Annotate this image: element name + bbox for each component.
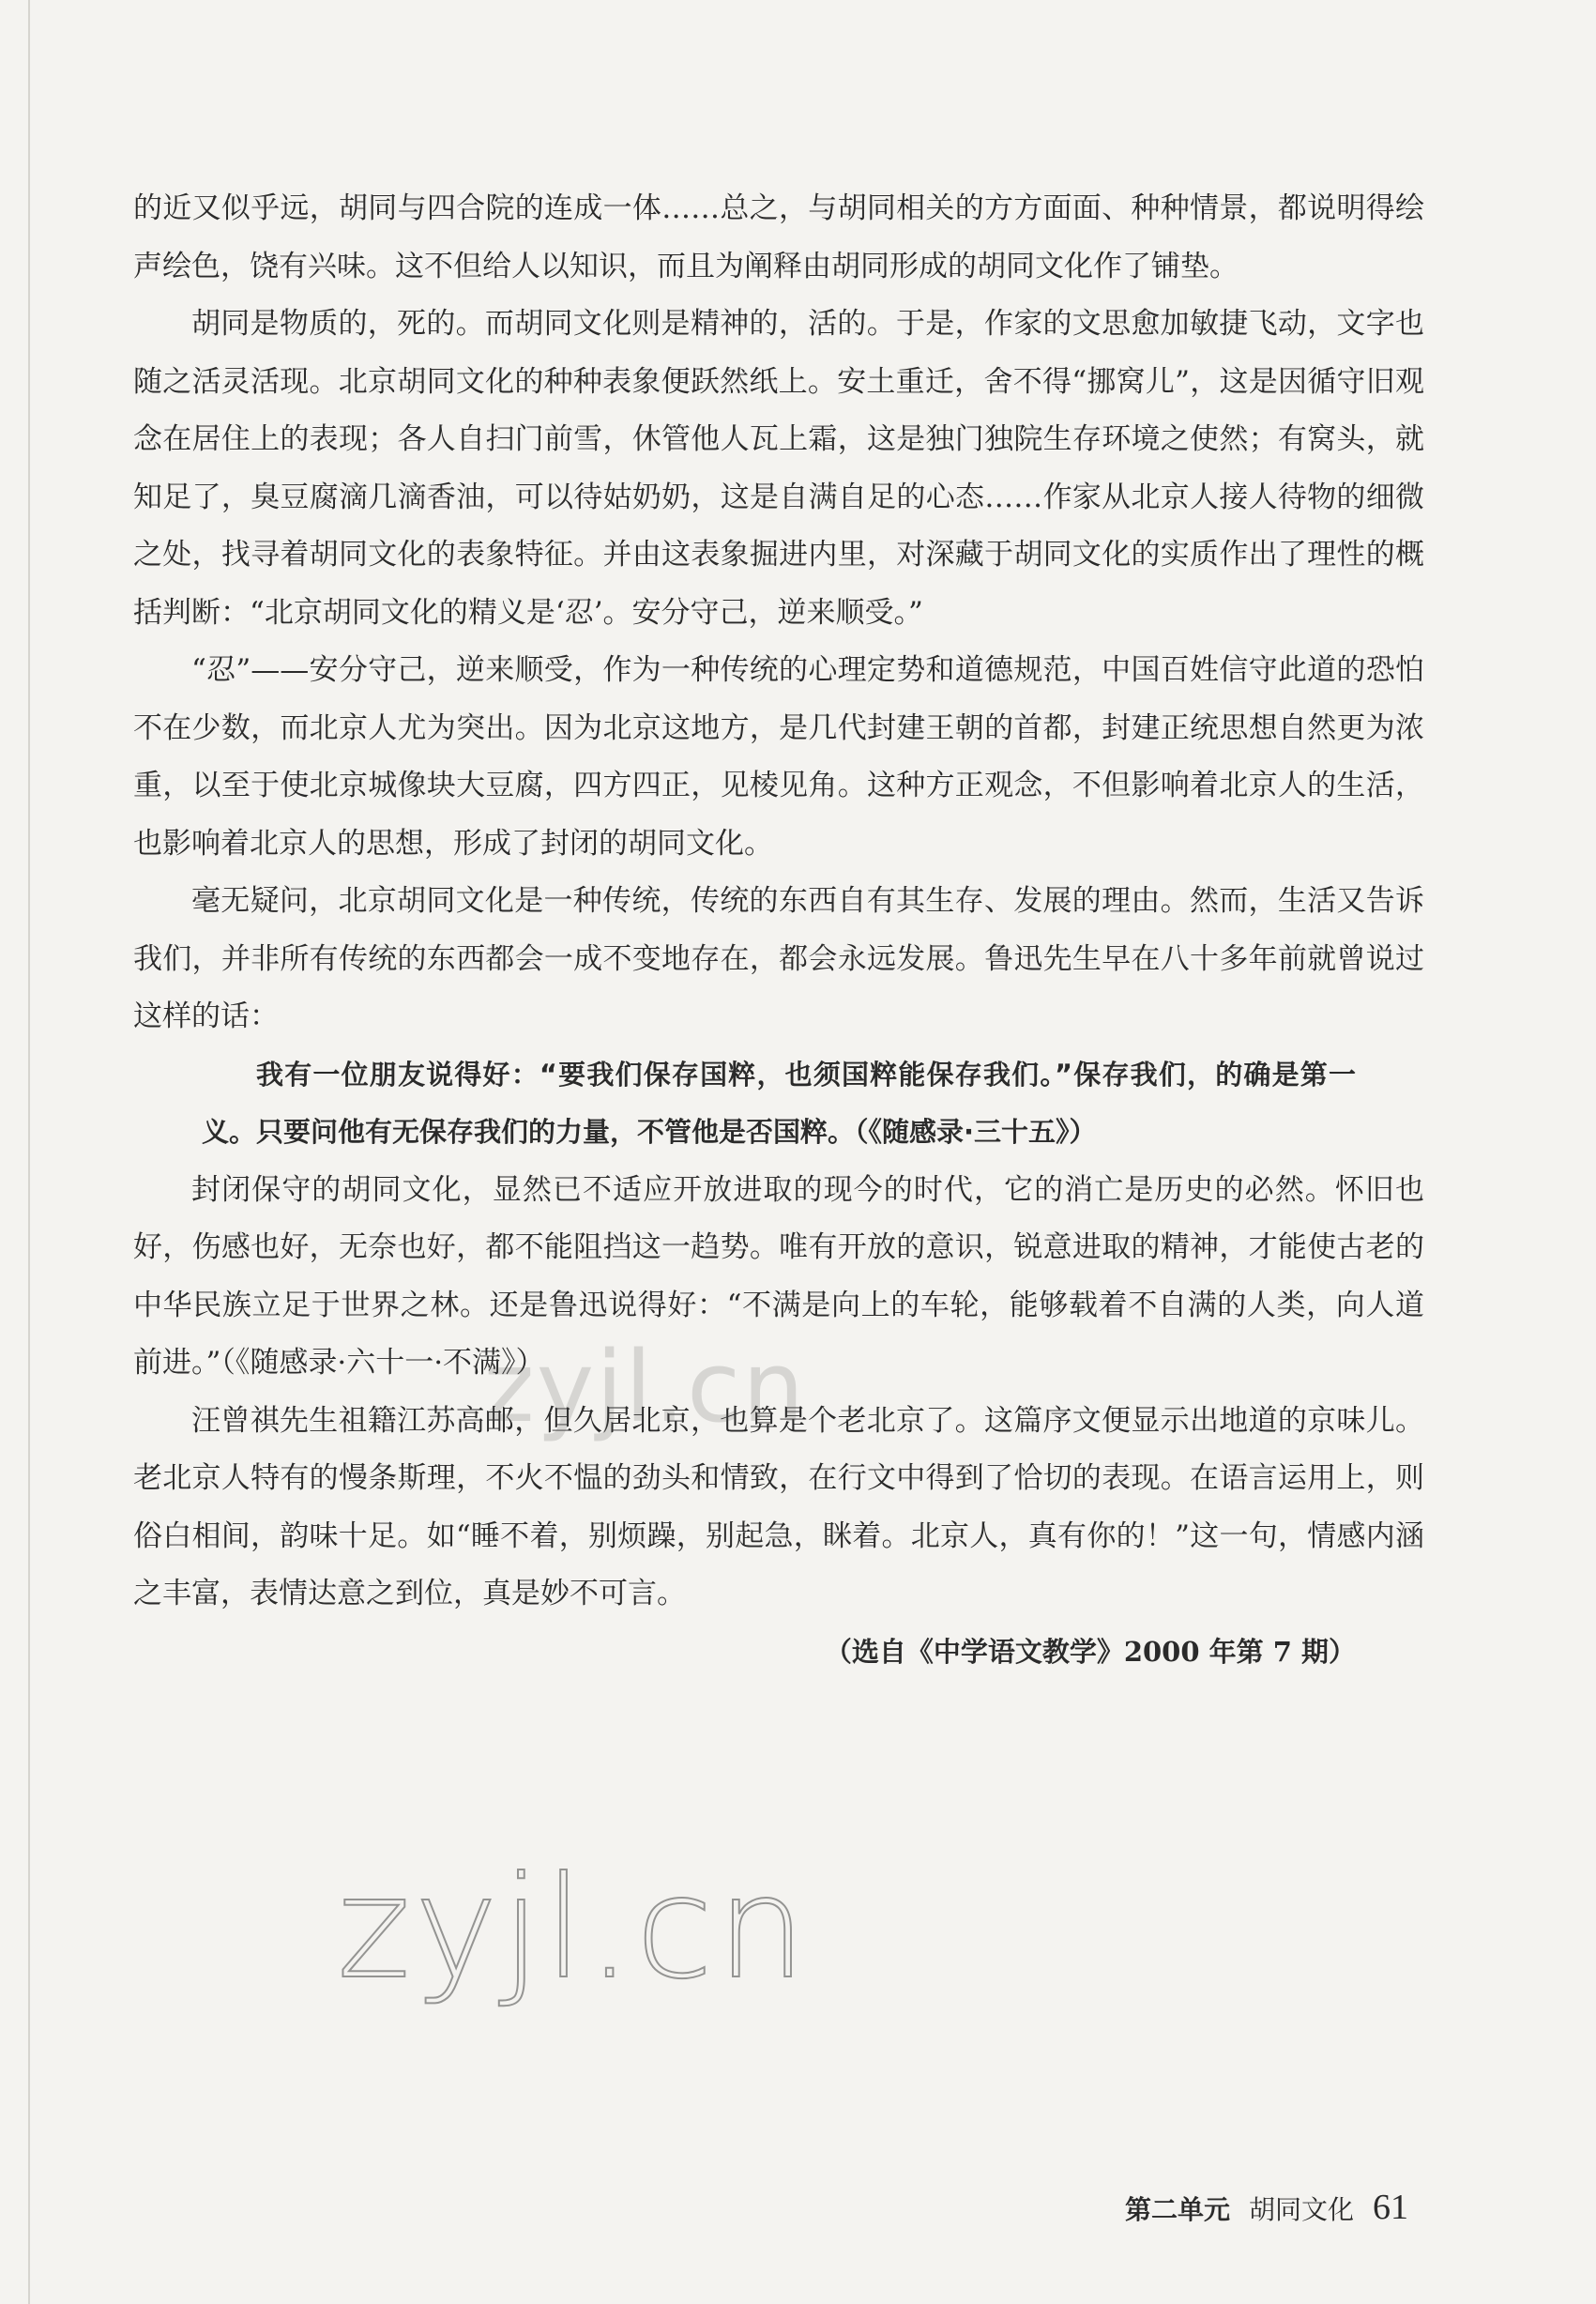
- watermark-large: zyjl.cn: [337, 1847, 811, 2010]
- footer-unit-label: 第二单元: [1124, 2194, 1230, 2225]
- page-footer: [1125, 2187, 1408, 2228]
- article-body: [133, 180, 1424, 1681]
- source-citation: （选自《中学语文教学》2000 年第 7 期）: [824, 1635, 1356, 1668]
- paragraph-6: 汪曾祺先生祖籍江苏高邮，但久居北京，也算是个老北京了。这篇序文便显示出地道的京味儿。老北京人特有的慢条斯理，不火不愠的劲头和情致，在行文中得到了恰切的表现。在语言运用上，则俗白相间，韵味十足。如“睡不着，别烦躁，别起急，眯着。北京人，真有你的！”这一句，情感内涵之丰富，表情达意之到位，真是妙不可言。: [133, 1403, 1424, 1610]
- page-number: 61: [1373, 2188, 1408, 2227]
- page-binding-edge: [28, 0, 30, 2304]
- paragraph-5: 封闭保守的胡同文化，显然已不适应开放进取的现今的时代，它的消亡是历史的必然。怀旧也好，伤感也好，无奈也好，都不能阻挡这一趋势。唯有开放的意识，锐意进取的精神，才能使古老的中华民族立足于世界之林。还是鲁迅说得好：“不满是向上的车轮，能够载着不自满的人类，向人道前进。”（《随感录·六十一·不满》）: [133, 1172, 1424, 1380]
- footer-chapter-title: 胡同文化: [1248, 2194, 1354, 2225]
- paragraph-3: “忍”——安分守己，逆来顺受，作为一种传统的心理定势和道德规范，中国百姓信守此道的恐怕不在少数，而北京人尤为突出。因为北京这地方，是几代封建王朝的首都，封建正统思想自然更为浓重，以至于使北京城像块大豆腐，四方四正，见棱见角。这种方正观念，不但影响着北京人的生活，也影响着北京人的思想，形成了封闭的胡同文化。: [133, 653, 1424, 861]
- block-quote: 我有一位朋友说得好：“要我们保存国粹，也须国粹能保存我们。”保存我们，的确是第一义。只要问他有无保存我们的力量，不管他是否国粹。（《随感录·三十五》）: [202, 1058, 1356, 1148]
- paragraph-1: 的近又似乎远，胡同与四合院的连成一体……总之，与胡同相关的方方面面、种种情景，都说明得绘声绘色，饶有兴味。这不但给人以知识，而且为阐释由胡同形成的胡同文化作了铺垫。: [133, 191, 1424, 283]
- paragraph-4: 毫无疑问，北京胡同文化是一种传统，传统的东西自有其生存、发展的理由。然而，生活又告诉我们，并非所有传统的东西都会一成不变地存在，都会永远发展。鲁迅先生早在八十多年前就曾说过这样的话：: [133, 884, 1424, 1033]
- watermark-small: zyjl.cn: [483, 1330, 807, 1444]
- paragraph-2: 胡同是物质的，死的。而胡同文化则是精神的，活的。于是，作家的文思愈加敏捷飞动，文字也随之活灵活现。北京胡同文化的种种表象便跃然纸上。安土重迁，舍不得“挪窝儿”，这是因循守旧观念在居住上的表现；各人自扫门前雪，休管他人瓦上霜，这是独门独院生存环境之使然；有窝头，就知足了，臭豆腐滴几滴香油，可以待姑奶奶，这是自满自足的心态……作家从北京人接人待物的细微之处，找寻着胡同文化的表象特征。并由这表象掘进内里，对深藏于胡同文化的实质作出了理性的概括判断：“北京胡同文化的精义是‘忍’。安分守己，逆来顺受。”: [133, 307, 1424, 630]
